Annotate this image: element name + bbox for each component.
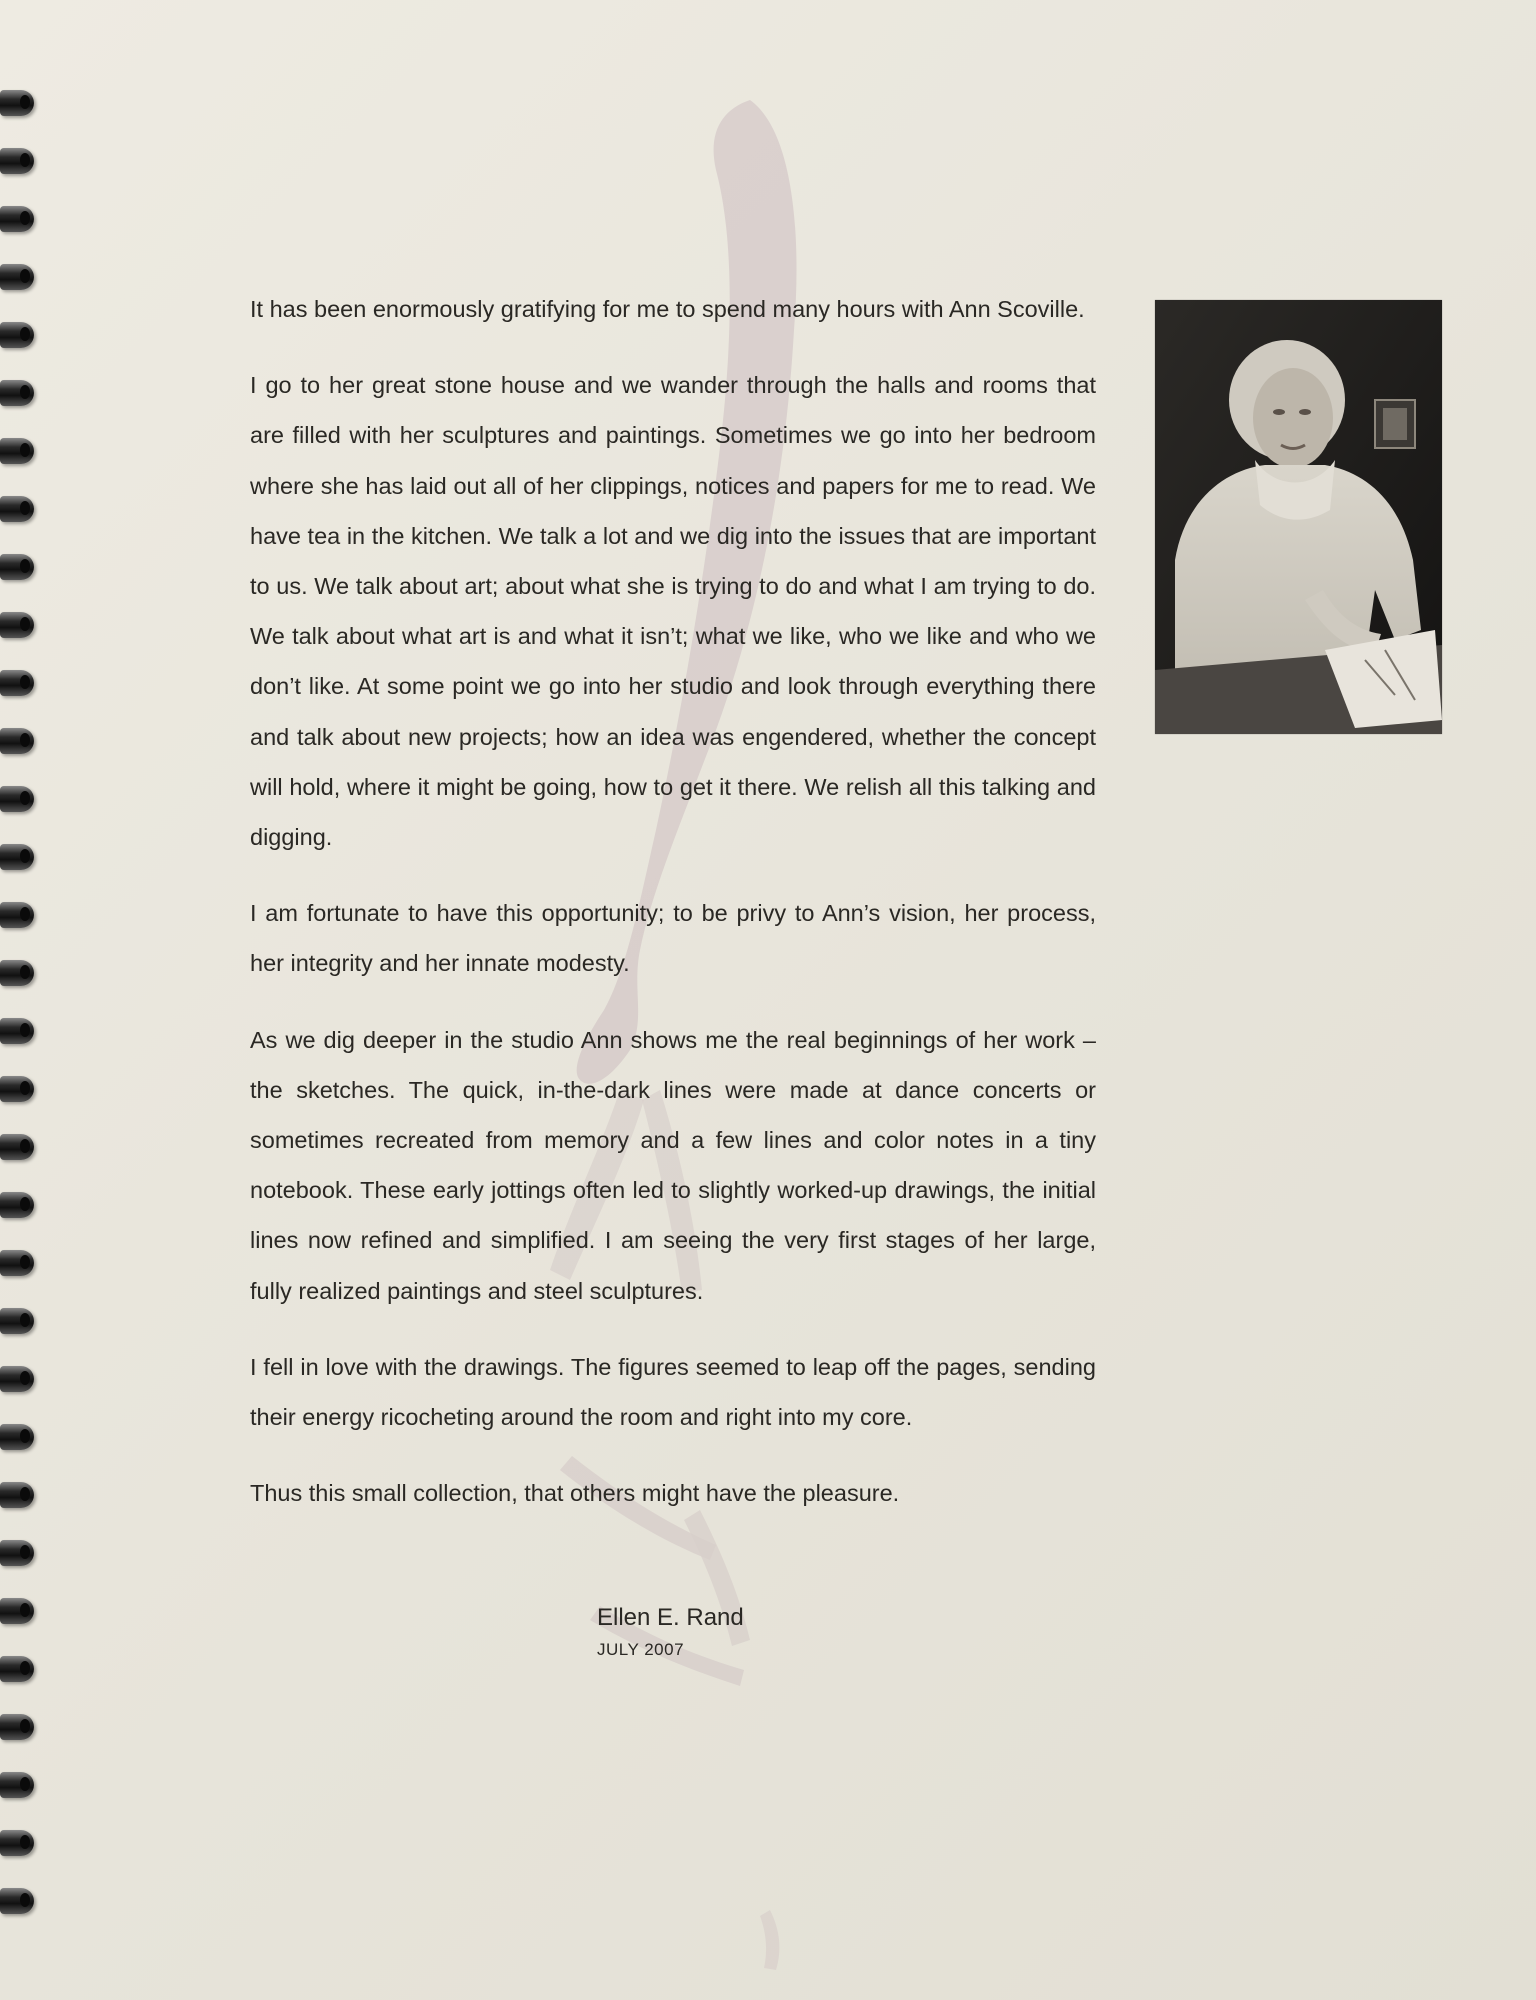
essay-text xyxy=(250,284,1096,1544)
binding-ring xyxy=(0,1540,34,1566)
binding-ring xyxy=(0,844,34,870)
binding-ring xyxy=(0,612,34,638)
binding-ring xyxy=(0,438,34,464)
binding-ring xyxy=(0,1250,34,1276)
binding-ring xyxy=(0,1424,34,1450)
binding-ring xyxy=(0,496,34,522)
binding-ring xyxy=(0,1714,34,1740)
author-name: Ellen E. Rand xyxy=(597,1604,744,1631)
binding-ring xyxy=(0,1482,34,1508)
binding-ring xyxy=(0,1888,34,1914)
binding-ring xyxy=(0,322,34,348)
binding-ring xyxy=(0,1192,34,1218)
binding-ring xyxy=(0,1656,34,1682)
binding-ring xyxy=(0,264,34,290)
binding-ring xyxy=(0,380,34,406)
binding-ring xyxy=(0,1018,34,1044)
paragraph-2: I go to her great stone house and we wander through the halls and rooms that are filled with her sculptures and paintings. Sometimes we go into her bedroom where she has laid out all of her clippings, notices and papers for me to read. We have tea in the kitchen. We talk a lot and we dig into the issues that are important to us. We talk about art; about what she is trying to do and what I am trying to do. We talk about what art is and what it isn’t; what we like, who we like and who we don’t like. At some point we go into her studio and look through everything there and talk about new projects; how an idea was engendered, whether the concept will hold, where it might be going, how to get it there. We relish all this talking and digging. xyxy=(250,372,1096,851)
binding-ring xyxy=(0,902,34,928)
paragraph-1: It has been enormously gratifying for me to spend many hours with Ann Scoville. xyxy=(250,296,1085,322)
binding-ring xyxy=(0,1772,34,1798)
paragraph-4: As we dig deeper in the studio Ann shows me the real beginnings of her work – the sketches. The quick, in-the-dark lines were made at dance concerts or sometimes recreated from memory and a few lines and color notes in a tiny notebook. These early jottings often led to slightly worked-up drawings, the initial lines now refined and simplified. I am seeing the very first stages of her large, fully realized paintings and steel sculptures. xyxy=(250,1026,1096,1304)
binding-ring xyxy=(0,1308,34,1334)
binding-ring xyxy=(0,1366,34,1392)
binding-ring xyxy=(0,960,34,986)
spiral-binding xyxy=(0,90,44,1950)
signature-block xyxy=(597,1600,744,1660)
binding-ring xyxy=(0,206,34,232)
binding-ring xyxy=(0,1830,34,1856)
binding-ring xyxy=(0,1076,34,1102)
binding-ring xyxy=(0,554,34,580)
signature-date: JULY 2007 xyxy=(597,1640,685,1659)
binding-ring xyxy=(0,670,34,696)
binding-ring xyxy=(0,1598,34,1624)
binding-ring xyxy=(0,90,34,116)
binding-ring xyxy=(0,148,34,174)
binding-ring xyxy=(0,728,34,754)
portrait-photo-icon xyxy=(1155,300,1442,734)
paragraph-5: I fell in love with the drawings. The figures seemed to leap off the pages, sending their energy ricocheting around the room and right into my core. xyxy=(250,1353,1096,1431)
binding-ring xyxy=(0,786,34,812)
paragraph-6: Thus this small collection, that others might have the pleasure. xyxy=(250,1480,900,1507)
binding-ring xyxy=(0,1134,34,1160)
paragraph-3: I am fortunate to have this opportunity; to be privy to Ann’s vision, her process, her integrity and her innate modesty. xyxy=(250,900,1096,977)
portrait-photo xyxy=(1155,300,1442,734)
